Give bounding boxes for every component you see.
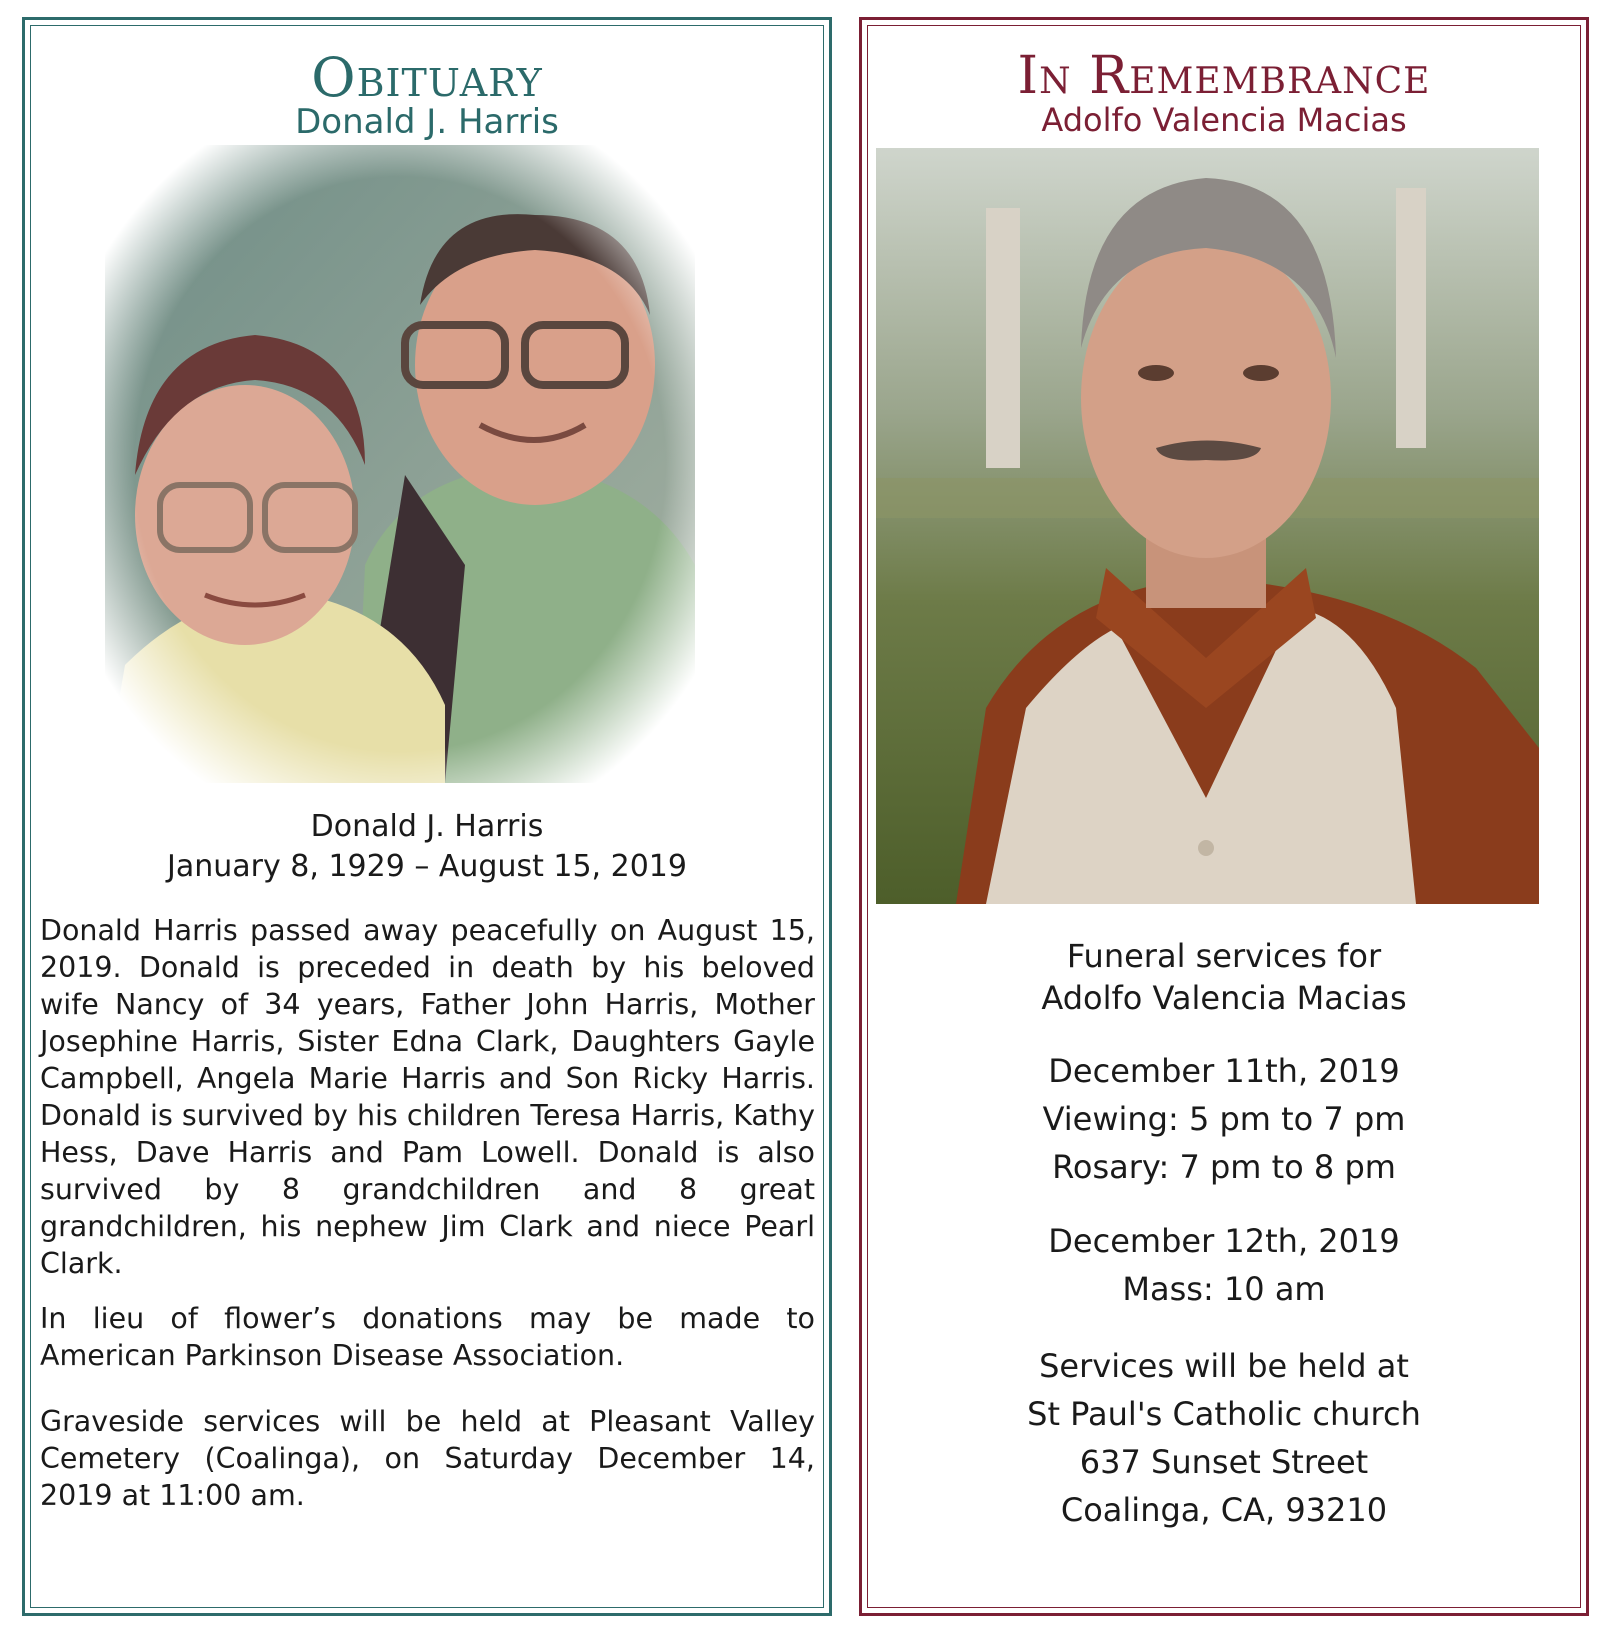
man-portrait-illustration: [876, 148, 1539, 904]
mass-block: [862, 1217, 1586, 1313]
obituary-panel: [22, 17, 832, 1616]
couple-portrait-illustration: [105, 145, 695, 783]
rosary-time: Rosary: 7 pm to 8 pm: [1052, 1148, 1396, 1186]
man-portrait-photo: [876, 148, 1539, 904]
location-line-2: St Paul's Catholic church: [1027, 1395, 1421, 1433]
mass-time: Mass: 10 am: [1122, 1270, 1326, 1308]
viewing-time: Viewing: 5 pm to 7 pm: [1042, 1100, 1406, 1138]
funeral-services-heading: [862, 932, 1586, 1022]
funeral-line-2: Adolfo Valencia Macias: [1041, 979, 1407, 1017]
caption-dates: January 8, 1929 – August 15, 2019: [167, 849, 687, 884]
date-2: December 12th, 2019: [1048, 1222, 1400, 1260]
obituary-paragraph-2: In lieu of flower’s donations may be made to American Parkinson Disease Association.: [40, 1302, 815, 1372]
location-line-3: 637 Sunset Street: [1079, 1443, 1369, 1481]
location-line-1: Services will be held at: [1039, 1347, 1409, 1385]
obituary-caption: [25, 807, 829, 887]
obituary-paragraph-1: Donald Harris passed away peacefully on August 15, 2019. Donald is preceded in death by his beloved wife Nancy of 34 years, Father John Harris, Mother Josephine Harris, Sister Edna Clark, Daughters Gayle Campbell, Angela Marie Harris and Son Ricky Harris. Donald is survived by his children Teresa Harris, Kathy Hess, Dave Harris and Pam Lowell. Donald is also survived by 8 grandchildren and 8 great grandchildren, his nephew Jim Clark and niece Pearl Clark.: [40, 914, 815, 1280]
viewing-rosary-block: [862, 1047, 1586, 1191]
remembrance-panel: [859, 17, 1589, 1616]
date-1: December 11th, 2019: [1048, 1052, 1400, 1090]
obituary-heading: Obituary: [311, 46, 543, 109]
caption-name: Donald J. Harris: [310, 809, 544, 844]
location-line-4: Coalinga, CA, 93210: [1060, 1491, 1388, 1529]
obituary-name-title: Donald J. Harris: [295, 102, 559, 142]
funeral-line-1: Funeral services for: [1066, 937, 1382, 975]
remembrance-name-title: Adolfo Valencia Macias: [1041, 101, 1407, 139]
couple-portrait-photo: [105, 145, 695, 783]
remembrance-heading: In Remembrance: [1017, 46, 1431, 106]
obituary-paragraph-3: Graveside services will be held at Pleasant Valley Cemetery (Coalinga), on Saturday December 14, 2019 at 11:00 am.: [40, 1405, 815, 1512]
location-block: [862, 1342, 1586, 1534]
